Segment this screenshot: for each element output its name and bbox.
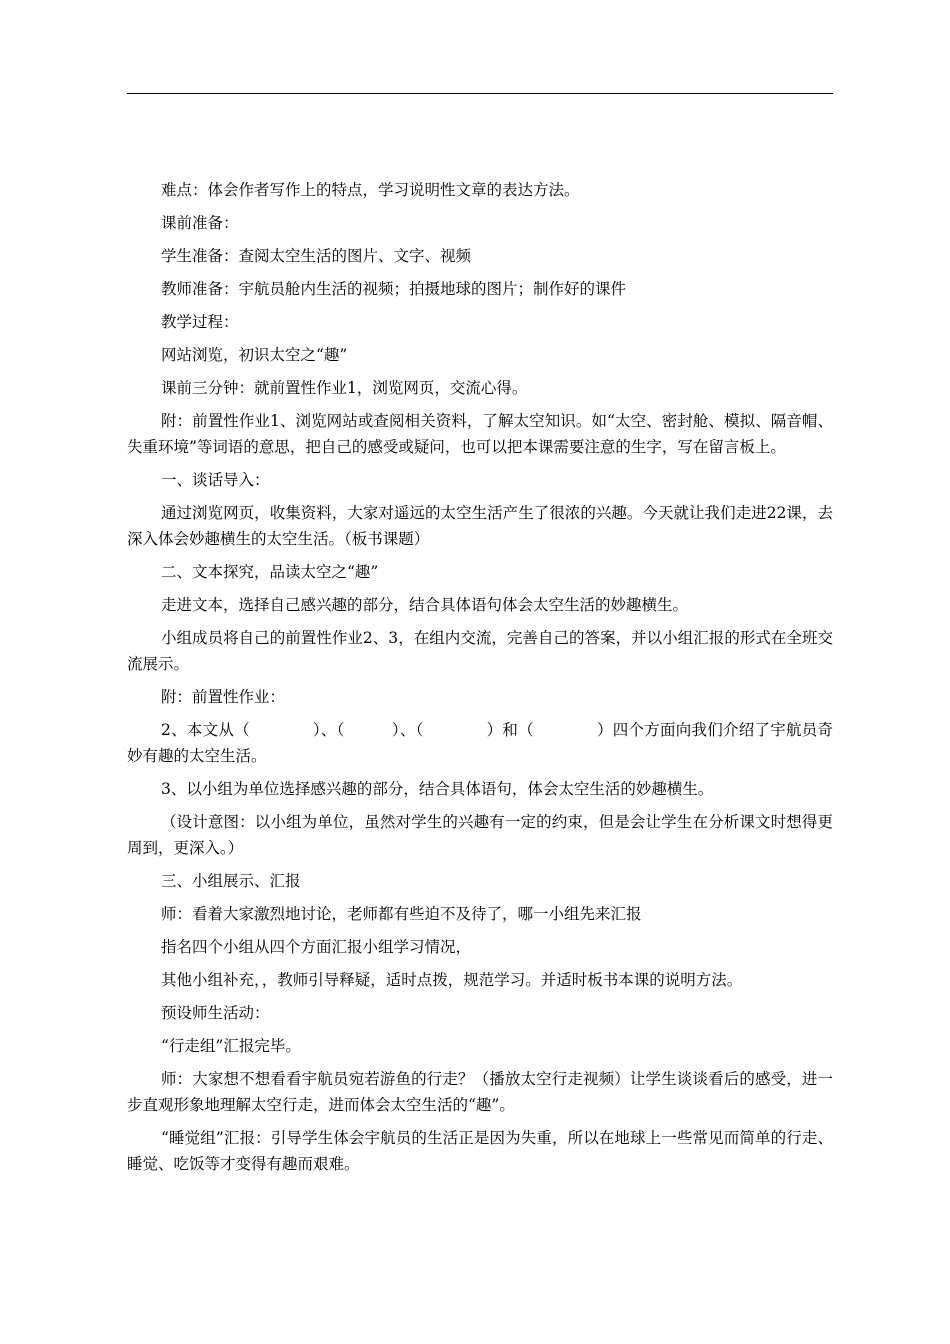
paragraph-process-heading: 教学过程： [161,313,239,331]
paragraph-student-preparation: 学生准备：查阅太空生活的图片、文字、视频 [161,247,472,265]
paragraph-walking-group: “行走组”汇报完毕。 [161,1037,301,1055]
paragraph-website-browsing: 网站浏览，初识太空之“趣” [161,346,348,364]
paragraph-teacher-preparation: 教师准备：宇航员舱内生活的视频；拍摄地球的图片；制作好的课件 [161,280,627,298]
paragraph-homework-2: 2、本文从（ ）、（ ）、（ ）和（ ）四个方面向我们介绍了宇航员奇妙有趣的太空生活。 [127,721,833,765]
paragraph-homework-1: 附：前置性作业1、浏览网站或查阅相关资料，了解太空知识。如“太空、密封舱、模拟、隔音帽、失重环境”等词语的意思，把自己的感受或疑问，也可以把本课需要注意的生字，写在留言板上。 [127,412,833,456]
paragraph-difficulty: 难点：体会作者写作上的特点，学习说明性文章的表达方法。 [161,181,580,199]
paragraph-group-exchange: 小组成员将自己的前置性作业2、3，在组内交流，完善自己的答案，并以小组汇报的形式在全班交流展示。 [127,629,833,673]
paragraph-section-2-heading: 二、文本探究，品读太空之“趣” [161,563,379,581]
paragraph-introduction: 通过浏览网页，收集资料，大家对遥远的太空生活产生了很浓的兴趣。今天就让我们走进22课，去深入体会妙趣横生的太空生活。（板书课题） [127,504,833,548]
paragraph-enter-text: 走进文本，选择自己感兴趣的部分，结合具体语句体会太空生活的妙趣横生。 [161,596,689,614]
paragraph-section-3-heading: 三、小组展示、汇报 [161,872,301,890]
paragraph-group-report: 指名四个小组从四个方面汇报小组学习情况， [161,938,472,956]
paragraph-teacher-prompt: 师：看着大家激烈地讨论，老师都有些迫不及待了，哪一小组先来汇报 [161,905,642,923]
header-rule [127,93,833,94]
document-body [127,177,833,1184]
paragraph-homework-3: 3、以小组为单位选择感兴趣的部分，结合具体语句，体会太空生活的妙趣横生。 [161,780,714,798]
paragraph-other-groups: 其他小组补充，，教师引导释疑，适时点拨，规范学习。并适时板书本课的说明方法。 [161,971,743,989]
paragraph-three-minutes: 课前三分钟：就前置性作业1，浏览网页，交流心得。 [161,379,528,397]
paragraph-section-1-heading: 一、谈话导入： [161,471,270,489]
paragraph-sleeping-group: “睡觉组”汇报：引导学生体会宇航员的生活正是因为失重，所以在地球上一些常见而简单的行走、睡觉、吃饭等才变得有趣而艰难。 [127,1129,833,1173]
paragraph-preparation-heading: 课前准备： [161,214,239,232]
paragraph-walking-video: 师：大家想不想看看宇航员宛若游鱼的行走？（播放太空行走视频）让学生谈谈看后的感受，进一步直观形象地理解太空行走，进而体会太空生活的“趣”。 [127,1070,833,1114]
paragraph-homework-heading: 附：前置性作业： [161,688,286,706]
paragraph-design-intent: （设计意图：以小组为单位，虽然对学生的兴趣有一定的约束，但是会让学生在分析课文时想得更周到，更深入。） [127,813,833,857]
paragraph-preset-activities: 预设师生活动： [161,1004,270,1022]
